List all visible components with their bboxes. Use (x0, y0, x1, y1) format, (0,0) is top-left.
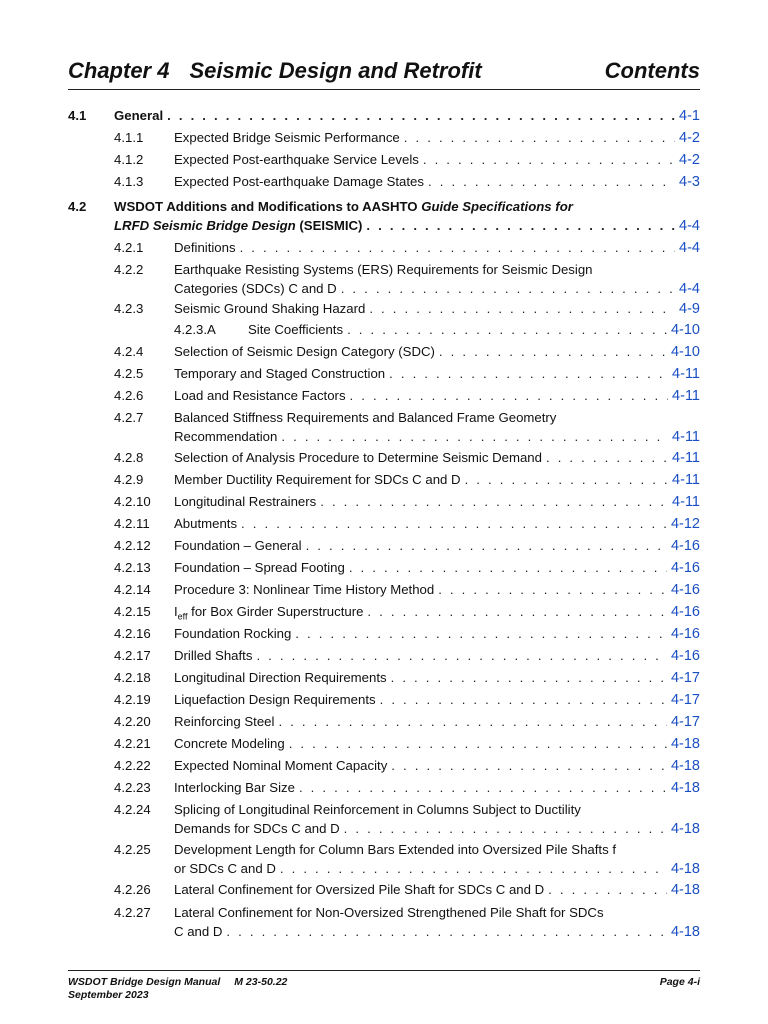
page-link[interactable]: 4-18 (670, 821, 700, 837)
dot-leader (391, 668, 667, 687)
entry-title: Lateral Confinement for Non-Oversized Strengthened Pile Shaft for SDCs (174, 905, 604, 920)
page-link[interactable]: 4-4 (679, 240, 700, 256)
dot-leader (369, 299, 675, 318)
dot-leader (546, 448, 668, 467)
dot-leader (438, 580, 667, 599)
page-header (68, 58, 700, 90)
entry-title: Seismic Ground Shaking Hazard (174, 301, 366, 316)
entry-title: Selection of Seismic Design Category (SDC) (174, 344, 435, 359)
section-title-line-2 (114, 216, 362, 235)
page-link[interactable]: 4-2 (679, 152, 700, 168)
entry-number: 4.2.27 (114, 905, 151, 920)
entry-number: 4.2.25 (114, 842, 151, 857)
dot-leader (295, 624, 667, 643)
entry-title: Expected Nominal Moment Capacity (174, 758, 388, 773)
dot-leader (347, 320, 667, 339)
entry-title (174, 602, 363, 627)
page-link[interactable]: 4-18 (670, 882, 700, 898)
entry-title: Lateral Confinement for Oversized Pile Shaft for SDCs C and D (174, 882, 545, 897)
dot-leader (241, 514, 667, 533)
chapter-label: Chapter 4 (68, 58, 170, 83)
entry-number: 4.2.11 (114, 516, 150, 531)
entry-number: 4.2.7 (114, 410, 144, 425)
entry-number: 4.1.1 (114, 130, 144, 145)
dot-leader (350, 386, 669, 405)
entry-number: 4.2.26 (114, 882, 151, 897)
entry-title-text: for Box Girder Superstructure (187, 604, 364, 619)
entry-title: Balanced Stiffness Requirements and Balanced Frame Geometry (174, 410, 557, 425)
entry-number: 4.2.14 (114, 582, 151, 597)
entry-number: 4.2.8 (114, 450, 144, 465)
manual-title: WSDOT Bridge Design Manual (68, 976, 221, 988)
page-link[interactable]: 4-17 (670, 692, 700, 708)
page-link[interactable]: 4-11 (672, 388, 700, 404)
dot-leader (344, 819, 667, 838)
section-title-part: (SEISMIC) (295, 218, 363, 233)
entry-number: 4.1.2 (114, 152, 144, 167)
entry-number: 4.2.3 (114, 301, 144, 316)
entry-title-cont: C and D (174, 924, 223, 939)
entry-title: Reinforcing Steel (174, 714, 275, 729)
entry-title: Development Length for Column Bars Extended into Oversized Pile Shafts f (174, 842, 617, 857)
dot-leader (465, 470, 668, 489)
page-link[interactable]: 4-4 (679, 281, 700, 297)
page-link[interactable]: 4-16 (670, 538, 700, 554)
dot-leader (280, 859, 667, 878)
page-link[interactable]: 4-16 (670, 582, 700, 598)
dot-leader (404, 128, 675, 147)
entry-title: Expected Post-earthquake Service Levels (174, 152, 419, 167)
dot-leader (256, 646, 667, 665)
dot-leader (320, 492, 668, 511)
entry-title: Liquefaction Design Requirements (174, 692, 376, 707)
entry-title: Temporary and Staged Construction (174, 366, 386, 381)
entry-number: 4.2.6 (114, 388, 144, 403)
page-link[interactable]: 4-18 (670, 924, 700, 940)
footer-manual (68, 976, 287, 989)
dot-leader (428, 172, 675, 191)
dot-leader (391, 756, 667, 775)
page-footer (68, 970, 700, 1002)
entry-number: 4.2.22 (114, 758, 151, 773)
entry-title: Foundation Rocking (174, 626, 292, 641)
page-link[interactable]: 4-18 (670, 780, 700, 796)
page-link[interactable]: 4-11 (672, 429, 700, 445)
entry-title-cont: Demands for SDCs C and D (174, 821, 340, 836)
entry-title: Earthquake Resisting Systems (ERS) Requirements for Seismic Design (174, 262, 593, 277)
entry-title: Site Coefficients (248, 322, 344, 337)
dot-leader (240, 238, 675, 257)
chapter-heading (68, 58, 502, 84)
section-number: 4.2 (68, 199, 87, 214)
entry-title: Load and Resistance Factors (174, 388, 346, 403)
dot-leader (281, 427, 668, 446)
dot-leader (423, 150, 675, 169)
page-link[interactable]: 4-11 (672, 472, 700, 488)
footer-date: September 2023 (68, 989, 149, 1001)
chapter-title: Seismic Design and Retrofit (189, 58, 482, 83)
dot-leader (167, 106, 675, 125)
dot-leader (306, 536, 667, 555)
entry-number: 4.2.16 (114, 626, 151, 641)
entry-number: 4.2.20 (114, 714, 151, 729)
entry-title: Foundation – Spread Footing (174, 560, 345, 575)
entry-title-subscript: eff (177, 611, 188, 622)
entry-number: 4.2.5 (114, 366, 144, 381)
page-link[interactable]: 4-16 (670, 648, 700, 664)
section-title-part: WSDOT Additions and Modifications to AASHTO (114, 199, 422, 214)
footer-page-number: Page 4-i (659, 976, 700, 988)
page-link[interactable]: 4-1 (679, 108, 700, 124)
dot-leader (349, 558, 667, 577)
page-link[interactable]: 4-17 (670, 714, 700, 730)
entry-title: Definitions (174, 240, 236, 255)
entry-number: 4.2.10 (114, 494, 151, 509)
entry-title-symbol: I (174, 604, 178, 619)
entry-number: 4.2.4 (114, 344, 144, 359)
entry-title: Interlocking Bar Size (174, 780, 295, 795)
dot-leader (341, 279, 675, 298)
page-link[interactable]: 4-2 (679, 130, 700, 146)
contents-label: Contents (604, 58, 700, 83)
page-link[interactable]: 4-4 (679, 218, 700, 234)
page-link[interactable]: 4-18 (670, 861, 700, 877)
section-title: General (114, 108, 164, 123)
entry-number: 4.1.3 (114, 174, 144, 189)
entry-number: 4.2.2 (114, 262, 144, 277)
entry-title: Expected Bridge Seismic Performance (174, 130, 400, 145)
entry-number: 4.2.18 (114, 670, 151, 685)
page-link[interactable]: 4-9 (679, 301, 700, 317)
dot-leader (439, 342, 667, 361)
dot-leader (389, 364, 668, 383)
entry-number: 4.2.24 (114, 802, 151, 817)
page-link[interactable]: 4-12 (670, 516, 700, 532)
entry-number: 4.2.23 (114, 780, 151, 795)
entry-number: 4.2.15 (114, 604, 151, 619)
section-title-italic: Guide Specifications for (421, 199, 573, 214)
page-link[interactable]: 4-3 (679, 174, 700, 190)
entry-title: Member Ductility Requirement for SDCs C and D (174, 472, 461, 487)
page-link[interactable]: 4-18 (670, 736, 700, 752)
page-link[interactable]: 4-16 (670, 560, 700, 576)
dot-leader (367, 602, 667, 621)
entry-title-cont: or SDCs C and D (174, 861, 276, 876)
page-link[interactable]: 4-10 (670, 344, 700, 360)
page-link[interactable]: 4-17 (670, 670, 700, 686)
entry-title: Splicing of Longitudinal Reinforcement in Columns Subject to Ductility (174, 802, 581, 817)
page-link[interactable]: 4-11 (672, 494, 700, 510)
entry-number: 4.2.21 (114, 736, 151, 751)
page-link[interactable]: 4-11 (672, 366, 700, 382)
dot-leader (299, 778, 667, 797)
entry-number: 4.2.1 (114, 240, 144, 255)
entry-title: Abutments (174, 516, 238, 531)
section-title-line-1 (114, 197, 700, 216)
dot-leader (548, 880, 667, 899)
entry-title-cont: Categories (SDCs) C and D (174, 281, 337, 296)
page-link[interactable]: 4-16 (670, 626, 700, 642)
entry-title: Drilled Shafts (174, 648, 253, 663)
dot-leader (366, 216, 675, 235)
entry-title-cont: Recommendation (174, 429, 278, 444)
entry-title: Selection of Analysis Procedure to Determine Seismic Demand (174, 450, 542, 465)
dot-leader (226, 922, 667, 941)
page-link[interactable]: 4-11 (672, 450, 700, 466)
entry-title: Foundation – General (174, 538, 302, 553)
dot-leader (289, 734, 667, 753)
dot-leader (278, 712, 667, 731)
entry-number: 4.2.19 (114, 692, 151, 707)
section-title-italic: LRFD Seismic Bridge Design (114, 218, 296, 233)
entry-number: 4.2.13 (114, 560, 151, 575)
entry-number: 4.2.9 (114, 472, 144, 487)
entry-number: 4.2.17 (114, 648, 151, 663)
entry-title: Longitudinal Restrainers (174, 494, 317, 509)
section-number: 4.1 (68, 108, 87, 123)
page-link[interactable]: 4-16 (670, 604, 700, 620)
page-link[interactable]: 4-18 (670, 758, 700, 774)
entry-title: Expected Post-earthquake Damage States (174, 174, 424, 189)
publication-number: M 23-50.22 (234, 976, 288, 988)
entry-title: Procedure 3: Nonlinear Time History Method (174, 582, 435, 597)
dot-leader (380, 690, 667, 709)
entry-title: Longitudinal Direction Requirements (174, 670, 387, 685)
page-link[interactable]: 4-10 (670, 322, 700, 338)
entry-title: Concrete Modeling (174, 736, 285, 751)
entry-number: 4.2.3.A (174, 322, 216, 337)
entry-number: 4.2.12 (114, 538, 151, 553)
